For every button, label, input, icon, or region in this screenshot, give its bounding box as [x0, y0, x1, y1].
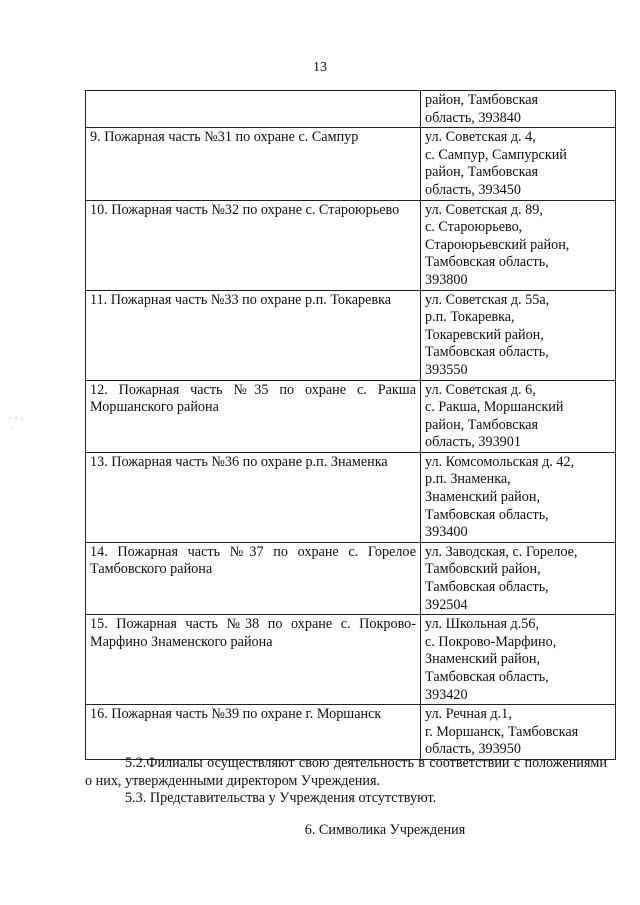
unit-name-cell: 11. Пожарная часть №33 по охране р.п. Токаревка — [86, 290, 421, 380]
address-line: ул. Школьная д.56, — [425, 616, 540, 633]
paragraph-5-2: 5.2.Филиалы осуществляют свою деятельность в соответствии с положениями о них, утвержденными директором Учреждения. — [85, 755, 607, 789]
unit-name-cell: 9. Пожарная часть №31 по охране с. Сампур — [86, 128, 421, 200]
table-row — [86, 380, 616, 452]
address-cell — [421, 290, 616, 380]
address-line: ул. Советская д. 6, — [425, 381, 536, 398]
address-line: р.п. Знаменка, — [425, 471, 511, 488]
address-line: с. Староюрьево, — [425, 219, 523, 236]
unit-name-cell: 16. Пожарная часть №39 по охране г. Моршанск — [86, 705, 421, 760]
address-line: Староюрьевский район, — [425, 236, 570, 253]
unit-name-cell: 10. Пожарная часть №32 по охране с. Староюрьево — [86, 200, 421, 290]
address-line: с. Покрово-Марфино, — [425, 633, 557, 650]
section-heading: 6. Символика Учреждения — [304, 822, 466, 838]
address-line: г. Моршанск, Тамбовская — [425, 723, 579, 740]
paragraph-5-3: 5.3. Представительства у Учреждения отсутствуют. — [125, 790, 437, 806]
address-line: Знаменский район, — [425, 651, 541, 668]
unit-name-cell: 12. Пожарная часть №35 по охране с. Ракша Моршанского района — [86, 380, 421, 452]
address-line: Тамбовская область, — [425, 669, 549, 685]
page-number: 13 — [313, 60, 327, 75]
address-line: район, Тамбовская — [425, 92, 539, 108]
table-row — [86, 128, 616, 200]
branches-table — [85, 90, 616, 760]
scan-specks — [0, 410, 40, 440]
address-cell — [421, 452, 616, 542]
address-line: 393400 — [425, 524, 468, 541]
address-line: Тамбовская область, — [425, 254, 549, 271]
address-line: с. Ракша, Моршанский — [425, 399, 564, 416]
table-body — [86, 91, 616, 760]
address-line: ул. Советская д. 55а, — [425, 291, 550, 308]
unit-name-cell: 13. Пожарная часть №36 по охране р.п. Знаменка — [86, 452, 421, 542]
table-row — [86, 542, 616, 614]
address-line: с. Сампур, Сампурский — [425, 146, 567, 163]
address-line: 393800 — [425, 271, 468, 288]
address-line: ул. Речная д.1, — [425, 706, 512, 723]
address-line: область, 393901 — [425, 434, 521, 451]
address-cell — [421, 128, 616, 200]
address-line: р.п. Токаревка, — [425, 309, 515, 326]
address-cell — [421, 542, 616, 614]
address-line: район, Тамбовская — [425, 416, 539, 433]
address-cell — [421, 200, 616, 290]
address-line: ул. Заводская, с. Горелое, — [425, 543, 578, 560]
address-line: Токаревский район, — [425, 326, 544, 343]
address-line: 393550 — [425, 361, 468, 378]
address-line: ул. Советская д. 89, — [425, 201, 543, 218]
table-row — [86, 615, 616, 705]
address-line: ул. Советская д. 4, — [425, 129, 536, 146]
address-line: район, Тамбовская — [425, 164, 539, 181]
address-line: 393420 — [425, 686, 468, 703]
address-line: Тамбовская область, — [425, 579, 549, 596]
address-line: область, 393840 — [425, 109, 521, 126]
table-row — [86, 705, 616, 760]
address-cell — [421, 91, 616, 128]
address-cell — [421, 615, 616, 705]
unit-name-cell: 14. Пожарная часть №37 по охране с. Горелое Тамбовского района — [86, 542, 421, 614]
table-row — [86, 91, 616, 128]
unit-name-cell — [86, 91, 421, 128]
address-cell — [421, 705, 616, 760]
address-line: ул. Комсомольская д. 42, — [425, 453, 575, 470]
address-cell — [421, 380, 616, 452]
table-row — [86, 452, 616, 542]
address-line: область, 393950 — [425, 741, 521, 758]
unit-name-cell: 15. Пожарная часть №38 по охране с. Покрово-Марфино Знаменского района — [86, 615, 421, 705]
address-line: Тамбовская область, — [425, 344, 549, 361]
address-line: область, 393450 — [425, 181, 521, 198]
table-row — [86, 200, 616, 290]
address-line: 392504 — [425, 596, 468, 613]
table-row — [86, 290, 616, 380]
address-line: Тамбовский район, — [425, 561, 541, 578]
address-line: Тамбовская область, — [425, 506, 549, 523]
address-line: Знаменский район, — [425, 489, 541, 506]
